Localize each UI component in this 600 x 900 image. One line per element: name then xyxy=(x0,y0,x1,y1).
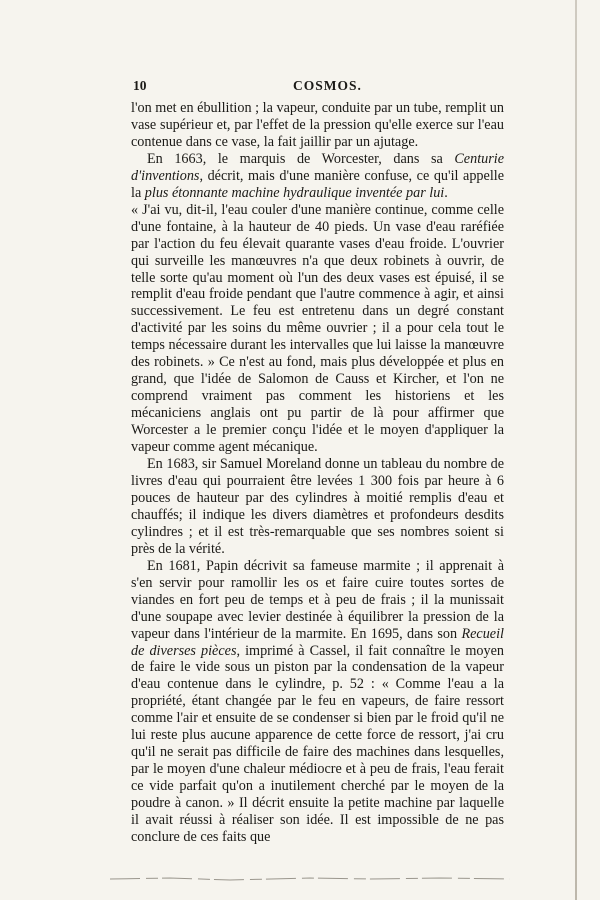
paragraph xyxy=(131,202,504,456)
text-run: . xyxy=(444,184,448,201)
body-text xyxy=(131,100,504,846)
italic-title: Recueil de diverses pièces xyxy=(131,625,504,659)
bottom-smudge xyxy=(110,876,510,882)
running-title: COSMOS. xyxy=(293,78,362,93)
text-run: , décrit, mais d'une manière confuse, ce qu'il appelle la xyxy=(131,167,504,201)
running-head xyxy=(133,78,503,96)
text-run: En 1663, le marquis de Worcester, dans sa xyxy=(147,150,455,167)
text-run: En 1681, Papin décrivit sa fameuse marmite ; il apprenait à s'en servir pour ramollir les os et faire cuire toutes sortes de viandes en fort peu de temps et à peu de frais ; il la munissait d'une soupape avec levier destinée à équilibrer la pression de la vapeur dans l'intérieur de la marmite. En 1695, dans son xyxy=(131,557,504,642)
page-edge xyxy=(575,0,577,900)
paragraph xyxy=(131,151,504,202)
paragraph xyxy=(131,456,504,558)
paragraph xyxy=(131,558,504,846)
paragraph xyxy=(131,100,504,151)
text-run: , imprimé à Cassel, il fait connaître le moyen de faire le vide sous un piston par la condensation de la vapeur d'eau contenue dans le cylindre, p. 52 : « Comme l'eau a la propriété, étant changée par le feu en vapeurs, de faire ressort comme l'air et ensuite de se condenser si bien par le froid qu'il ne lui reste plus aucune apparence de cette force de ressort, j'ai cru qu'il ne serait pas difficile de faire des machines dans lesquelles, par le moyen d'une chaleur médiocre et à peu de frais, l'eau ferait ce vide parfait qu'on a inutilement cherché par le moyen de la poudre à canon. » Il décrit ensuite la petite machine par laquelle il avait réussi à réaliser son idée. Il est impossible de ne pas conclure de ces faits que xyxy=(131,642,504,845)
text-run: En 1683, sir Samuel Moreland donne un tableau du nombre de livres d'eau qui pourraient être levées 1 300 fois par heure à 6 pouces de hauteur par des cylindres à moitié remplis d'eau et chauffés; il indique les divers diamètres et profondeurs desdits cylindres ; et il est très-remarquable que ses nombres soient si près de la vérité. xyxy=(131,456,504,557)
italic-title: plus étonnante machine hydraulique inventée par lui xyxy=(144,184,445,201)
text-run: l'on met en ébullition ; la vapeur, conduite par un tube, remplit un vase supérieur et, par l'effet de la pression qu'elle exerce sur l'eau contenue dans ce vase, la fait jaillir par un ajutage. xyxy=(131,100,504,150)
italic-title: Centurie d'inventions xyxy=(131,150,504,184)
page-number: 10 xyxy=(133,78,147,93)
text-run: « J'ai vu, dit-il, l'eau couler d'une manière continue, comme celle d'une fontaine, à la hauteur de 40 pieds. Un vase d'eau raréfiée par l'action du feu élevait quarante vases d'eau froide. L'ouvrier qui surveille les manœuvres n'a que deux robinets à ouvrir, de telle sorte qu'au moment où l'un des deux vases est épuisé, il se remplit d'eau froide pendant que l'autre commence à agir, et ainsi successivement. Le feu est entretenu dans un degré constant d'activité par les soins du même ouvrier ; il a pour cela tout le temps nécessaire durant les intervalles que lui laisse la manœuvre des robinets. » Ce n'est au fond, mais plus développée et plus en grand, que l'idée de Salomon de Causs et Kircher, et l'on ne comprend vraiment pas comment les historiens et les mécaniciens anglais ont pu partir de là pour affirmer que Worcester a le premier conçu l'idée et le moyen d'appliquer la vapeur comme agent mécanique. xyxy=(131,201,504,456)
